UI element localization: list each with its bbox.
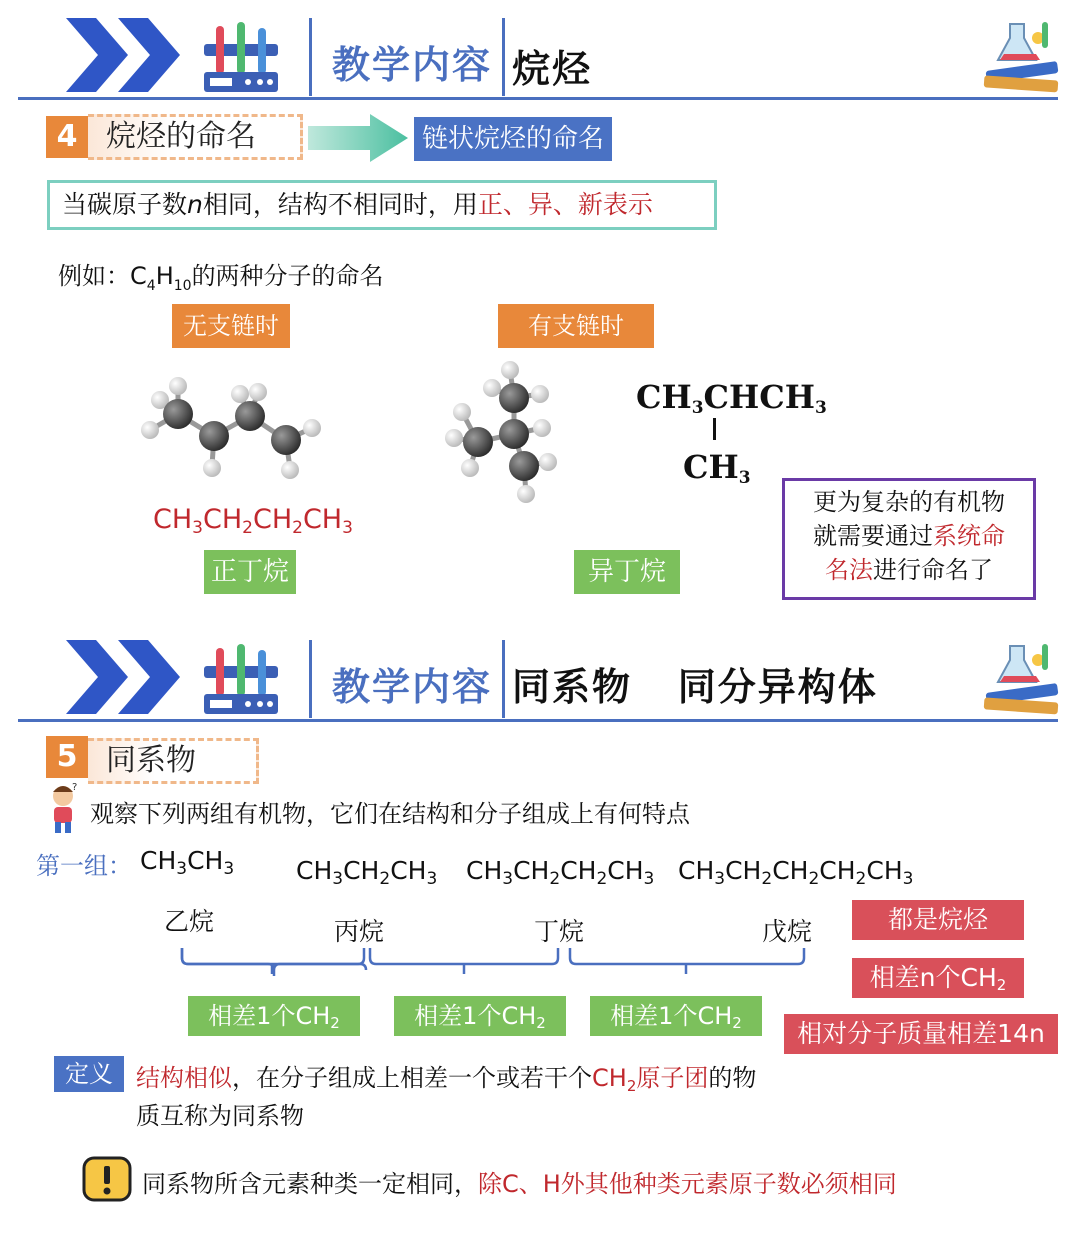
note-line-2: 就需要通过系统命 xyxy=(813,522,1005,550)
header-separator xyxy=(502,640,505,718)
chemistry-books-icon xyxy=(980,638,1066,716)
name-pentane: 戊烷 xyxy=(762,917,813,946)
ethane-formula: $CH_3CH_3$ xyxy=(140,846,235,879)
rule-mid: 相同，结构不相同时，用 xyxy=(202,190,478,219)
isobutane-model xyxy=(438,358,568,508)
note-line-1: 更为复杂的有机物 xyxy=(813,488,1005,516)
pentane-formula: $CH_3CH_2CH_2CH_2CH_3$ xyxy=(678,856,914,889)
example-line: 例如：$C_4H_{10}$的两种分子的命名 xyxy=(58,262,384,294)
note-line-3: 名法进行命名了 xyxy=(825,556,993,584)
name-propane: 丙烷 xyxy=(334,917,385,946)
systematic-naming-note xyxy=(782,478,1036,600)
example-suffix: 的两种分子的命名 xyxy=(191,262,384,290)
warning-text: 同系物所含元素种类一定相同，除C、H外其他种类元素原子数必须相同 xyxy=(142,1170,897,1198)
rule-var: n xyxy=(187,190,203,219)
chemistry-books-icon xyxy=(980,16,1066,94)
arrow-right-icon xyxy=(308,114,408,162)
chevron-arrows-icon xyxy=(66,640,186,714)
tag-no-branch: 无支链时 xyxy=(172,304,290,348)
section-title: 烷烃的命名 xyxy=(88,114,303,160)
lab-rack-icon xyxy=(202,20,280,94)
isobutane-formula-branch: $CH_3$ xyxy=(683,448,751,488)
name-isobutane: 异丁烷 xyxy=(574,550,680,594)
subtitle-box: 链状烷烃的命名 xyxy=(414,117,612,161)
diff-tag-3: 相差1个$CH_2$ xyxy=(590,996,762,1036)
definition-tag: 定义 xyxy=(54,1056,124,1092)
group-braces xyxy=(178,946,808,978)
header-separator xyxy=(309,640,312,718)
definition-line-2: 质互称为同系物 xyxy=(136,1102,304,1130)
isobutane-formula-top: $CH_3CHCH_3$ xyxy=(636,378,827,418)
tag-branch: 有支链时 xyxy=(498,304,654,348)
group-label: 第一组： xyxy=(36,852,132,880)
lab-rack-icon xyxy=(202,642,280,716)
example-prefix: 例如： xyxy=(58,262,130,290)
header-underline xyxy=(18,97,1058,100)
header-label: 教学内容 xyxy=(332,665,493,709)
butane-formula: $CH_3CH_2CH_2CH_3$ xyxy=(466,856,655,889)
thinking-student-icon xyxy=(44,782,82,834)
n-butane-model xyxy=(130,370,330,490)
header-label: 教学内容 xyxy=(332,43,493,87)
header-underline xyxy=(18,719,1058,722)
header-separator xyxy=(502,18,505,96)
n-butane-formula: $CH_3CH_2CH_2CH_3$ xyxy=(153,504,353,538)
chevron-arrows-icon xyxy=(66,18,186,92)
section-number: 5 xyxy=(46,736,88,778)
header-title: 烷烃 xyxy=(512,47,593,91)
diff-tag-2: 相差1个$CH_2$ xyxy=(394,996,566,1036)
svg-text:?: ? xyxy=(72,782,78,793)
header-title: 同系物 同分异构体 xyxy=(512,665,878,709)
definition-line-1: 结构相似，在分子组成上相差一个或若干个$CH_2$原子团的物 xyxy=(136,1064,757,1095)
name-ethane: 乙烷 xyxy=(164,907,215,936)
propane-formula: $CH_3CH_2CH_3$ xyxy=(296,856,438,889)
tag-differ-n-ch2: 相差n个$CH_2$ xyxy=(852,958,1024,998)
diff-tag-1: 相差1个$CH_2$ xyxy=(188,996,360,1036)
tag-mass-difference: 相对分子质量相差14n xyxy=(784,1014,1058,1054)
name-n-butane: 正丁烷 xyxy=(204,550,296,594)
question-text: 观察下列两组有机物，它们在结构和分子组成上有何特点 xyxy=(90,800,690,828)
rule-emphasis: 正、异、新表示 xyxy=(477,190,653,219)
section-title: 同系物 xyxy=(88,738,259,784)
name-butane: 丁烷 xyxy=(534,917,585,946)
warning-icon xyxy=(82,1156,132,1202)
section-number: 4 xyxy=(46,116,88,158)
rule-box xyxy=(47,180,717,230)
header-separator xyxy=(309,18,312,96)
tag-all-alkanes: 都是烷烃 xyxy=(852,900,1024,940)
bond-line xyxy=(713,418,716,440)
rule-prefix: 当碳原子数 xyxy=(62,190,188,219)
